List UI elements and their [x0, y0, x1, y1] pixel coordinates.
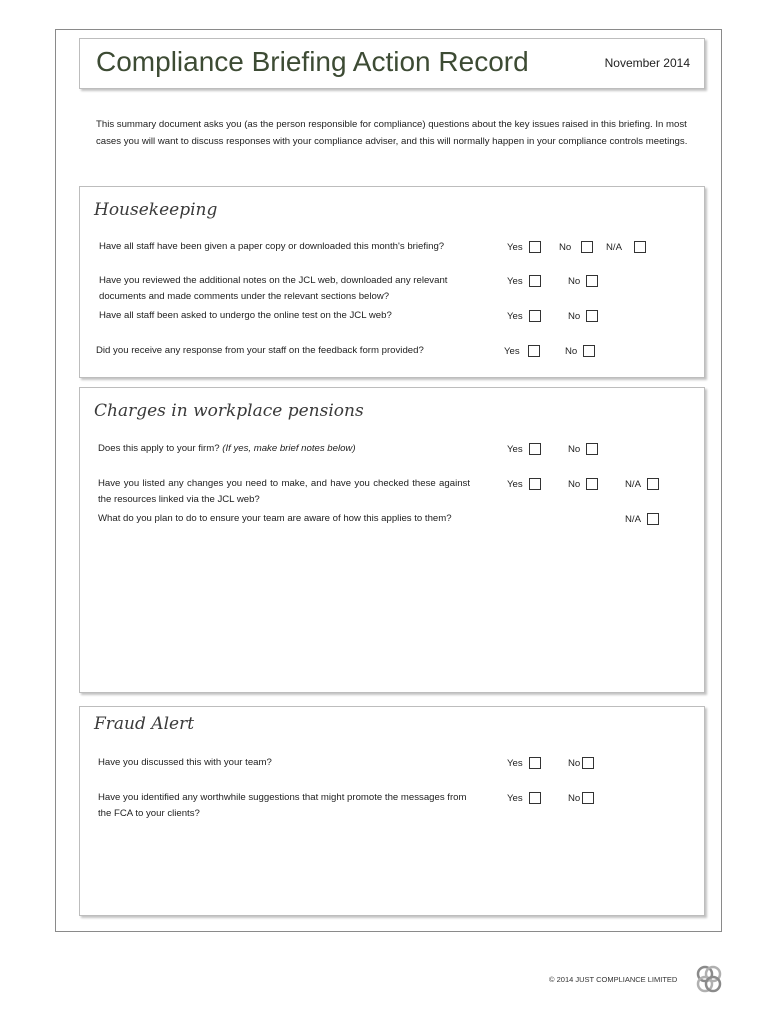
option-label: Yes [507, 757, 523, 769]
question-text: Have all staff been asked to undergo the online test on the JCL web? [99, 310, 392, 321]
checkbox[interactable] [647, 513, 659, 525]
option-na[interactable] [625, 513, 659, 525]
checkbox[interactable] [634, 241, 646, 253]
question-text: Have you listed any changes you need to make, and have you checked these against the resources linked via the JCL web? [98, 478, 470, 505]
option-no[interactable] [568, 478, 598, 490]
option-label: No [568, 757, 581, 769]
checkbox[interactable] [586, 443, 598, 455]
question-text: Have you reviewed the additional notes on the JCL web, downloaded any relevant documents and made comments under the relevant sections below? [99, 275, 448, 302]
question-text: Did you receive any response from your staff on the feedback form provided? [96, 345, 424, 356]
checkbox[interactable] [583, 345, 595, 357]
option-yes[interactable] [507, 275, 541, 287]
checkbox[interactable] [582, 757, 594, 769]
title-box [79, 38, 705, 89]
checkbox[interactable] [529, 241, 541, 253]
option-no[interactable] [568, 275, 598, 287]
question-text [98, 441, 498, 457]
checkbox[interactable] [586, 275, 598, 287]
option-label: Yes [507, 443, 523, 455]
option-label: No [568, 310, 581, 322]
copyright-text: © 2014 JUST COMPLIANCE LIMITED [549, 975, 678, 984]
option-yes[interactable] [507, 792, 541, 804]
option-label: No [559, 241, 572, 253]
question-text: What do you plan to do to ensure your team are aware of how this applies to them? [98, 513, 452, 524]
option-yes[interactable] [504, 345, 540, 357]
section-workplace-pensions [79, 387, 705, 693]
section-title: Charges in workplace pensions [94, 401, 364, 421]
option-label: Yes [507, 275, 523, 287]
checkbox[interactable] [529, 478, 541, 490]
option-no[interactable] [568, 792, 594, 804]
checkbox[interactable] [582, 792, 594, 804]
section-housekeeping [79, 186, 705, 378]
option-label: N/A [606, 241, 622, 253]
option-yes[interactable] [507, 478, 541, 490]
option-no[interactable] [568, 443, 598, 455]
option-yes[interactable] [507, 310, 541, 322]
briefing-date: November 2014 [604, 56, 690, 70]
checkbox[interactable] [586, 310, 598, 322]
option-label: Yes [507, 241, 523, 253]
checkbox[interactable] [581, 241, 593, 253]
question-text: Have you discussed this with your team? [98, 757, 272, 768]
checkbox[interactable] [529, 310, 541, 322]
option-label: Yes [504, 345, 520, 357]
checkbox[interactable] [647, 478, 659, 490]
question-text: Have all staff have been given a paper copy or downloaded this month's briefing? [99, 241, 445, 252]
option-label: No [568, 275, 581, 287]
option-no[interactable] [559, 241, 593, 253]
checkbox[interactable] [529, 443, 541, 455]
checkbox[interactable] [529, 757, 541, 769]
intro-text: This summary document asks you (as the person responsible for compliance) questions about the key issues raised in this briefing. In most cases you will want to discuss responses with your compliance adviser, and this will normally happen in your compliance controls meetings. [96, 119, 688, 147]
option-label: Yes [507, 792, 523, 804]
option-yes[interactable] [507, 443, 541, 455]
jcl-logo-icon [694, 965, 724, 993]
option-yes[interactable] [507, 757, 541, 769]
option-label: No [565, 345, 578, 357]
option-label: Yes [507, 310, 523, 322]
option-no[interactable] [568, 757, 594, 769]
section-title: Housekeeping [94, 200, 218, 220]
question-main-text: Does this apply to your firm? [98, 443, 220, 454]
checkbox[interactable] [529, 275, 541, 287]
page-title: Compliance Briefing Action Record [96, 46, 529, 77]
option-na[interactable] [606, 241, 646, 253]
option-label: Yes [507, 478, 523, 490]
question-text: Have you identified any worthwhile suggestions that might promote the messages from the FCA to your clients? [98, 792, 467, 819]
checkbox[interactable] [529, 792, 541, 804]
option-na[interactable] [625, 478, 659, 490]
option-no[interactable] [565, 345, 595, 357]
question-note: (If yes, make brief notes below) [222, 443, 356, 454]
option-yes[interactable] [507, 241, 541, 253]
option-label: No [568, 792, 581, 804]
option-label: No [568, 443, 581, 455]
option-label: N/A [625, 513, 641, 525]
section-fraud-alert [79, 706, 705, 916]
option-label: No [568, 478, 581, 490]
checkbox[interactable] [586, 478, 598, 490]
section-title: Fraud Alert [94, 714, 195, 734]
option-label: N/A [625, 478, 641, 490]
checkbox[interactable] [528, 345, 540, 357]
option-no[interactable] [568, 310, 598, 322]
